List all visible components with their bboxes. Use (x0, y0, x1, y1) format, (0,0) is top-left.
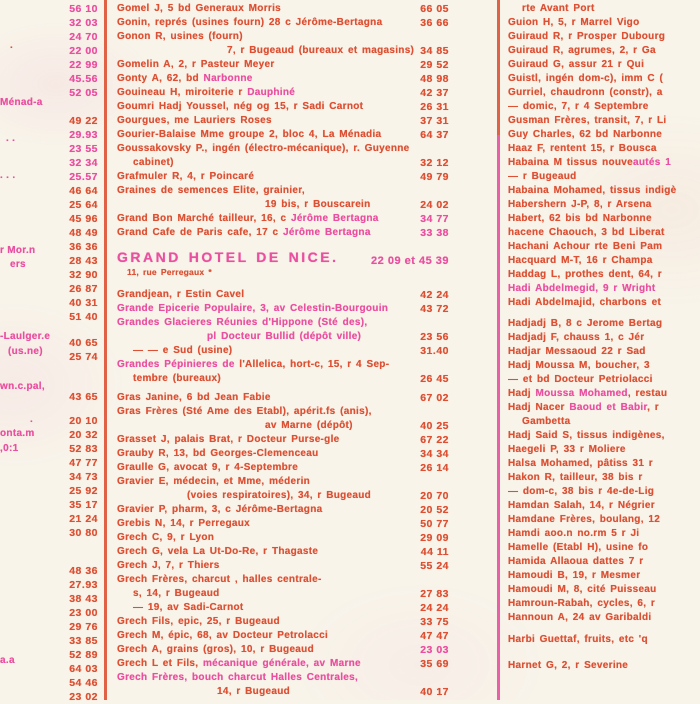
entry-phone-number: 35 69 (420, 658, 449, 670)
entry-row: Hadj Moussa M, boucher, 3 (508, 360, 650, 371)
entry-text: Gomelin A, 2, r Pasteur Meyer (117, 59, 275, 70)
entry-row (117, 358, 449, 372)
entry-text: Grebis N, 14, r Perregaux (117, 518, 251, 529)
entry-phone-number: 48 98 (420, 73, 449, 85)
entry-phone-number: 49 79 (420, 171, 449, 183)
phone-number: 29.93 (69, 129, 98, 141)
entry-phone-number: 34 85 (420, 45, 449, 57)
phone-number: 51 40 (69, 311, 98, 323)
entry-row: Halsa Mohamed, pâtiss 31 r (508, 458, 653, 469)
entry-row (117, 2, 449, 16)
entry-row (117, 517, 449, 531)
margin-fragment: (us.ne) (8, 346, 43, 357)
phone-number: 45.56 (69, 73, 98, 85)
entry-row (117, 72, 449, 86)
entry-text: Graulle G, avocat 9, r 4-Septembre (117, 462, 299, 473)
phone-number: 27.93 (69, 579, 98, 591)
entry-phone-number: 40 17 (420, 686, 449, 698)
entry-text: Gras Janine, 6 bd Jean Fabie (117, 392, 271, 403)
phone-number: 25 74 (69, 351, 98, 363)
entry-phone-number: 47 47 (420, 630, 449, 642)
entry-row (117, 601, 449, 615)
entry-row: Gambetta (522, 416, 571, 427)
phone-number: 22 00 (69, 45, 98, 57)
phone-number: 48 49 (69, 227, 98, 239)
entry-row: Haegeli P, 33 r Moliere (508, 444, 626, 455)
entry-row (117, 405, 449, 419)
entry-text: Grech C, 9, r Lyon (117, 532, 215, 543)
entry-row (117, 531, 449, 545)
entry-row (117, 184, 449, 198)
entry-row: Hadi Abdelmegid, 9 r Wright (508, 283, 656, 294)
entry-phone-number: 44 11 (420, 546, 449, 558)
entry-row (117, 643, 449, 657)
phone-number: 49 22 (69, 115, 98, 127)
entry-phone-number: 43 72 (420, 303, 449, 315)
entry-text: (voies respiratoires), 34, r Bugeaud (187, 490, 372, 501)
entry-row: Hamida Allaoua dattes 7 r (508, 556, 644, 567)
phone-number: 21 24 (69, 513, 98, 525)
entry-row: Hadjadj F, chauss 1, c Jér (508, 332, 645, 343)
entry-row (117, 447, 449, 461)
entry-row: Haaz F, rentent 15, r Bousca (508, 143, 657, 154)
margin-fragment: wn.c.pal, (0, 381, 45, 392)
entry-row (117, 114, 449, 128)
entry-text: Grech M, épic, 68, av Docteur Petrolacci (117, 630, 329, 641)
phone-number: 40 31 (69, 297, 98, 309)
entry-row: Guy Charles, 62 bd Narbonne (508, 129, 663, 140)
entry-phone-number: 23 56 (420, 331, 449, 343)
entry-phone-number: 42 37 (420, 87, 449, 99)
entry-row: Hannoun A, 24 av Garibaldi (508, 612, 652, 623)
phone-number: 33 85 (69, 635, 98, 647)
entry-row (117, 489, 449, 503)
entry-row: Harbi Guettaf, fruits, etc 'q (508, 634, 648, 645)
margin-fragment: r Mor.n (0, 245, 36, 256)
entry-text: Grech Fils, epic, 25, r Bugeaud (117, 616, 280, 627)
phone-number: 22 99 (69, 59, 98, 71)
margin-fragment: . . (6, 133, 16, 144)
phone-number: 43 65 (69, 391, 98, 403)
entry-phone-number: 20 52 (420, 504, 449, 516)
entry-row (117, 685, 449, 699)
entry-row: Hadj Said S, tissus indigènes, (508, 430, 665, 441)
entry-row (117, 156, 449, 170)
phone-number: 25.57 (69, 171, 98, 183)
phone-number: 34 73 (69, 471, 98, 483)
entry-row: Guistl, ingén dom-c), imm C ( (508, 73, 664, 84)
entry-row (117, 330, 449, 344)
margin-fragment: . (30, 414, 34, 425)
entry-row (117, 170, 449, 184)
entry-row: — dom-c, 38 bis r 4e-de-Lig (508, 486, 655, 497)
entry-row (117, 302, 449, 316)
entry-text: Grech J, 7, r Thiers (117, 560, 220, 571)
entry-text: — 19, av Sadi-Carnot (133, 602, 244, 613)
entry-text: Gourgues, me Lauriers Roses (117, 115, 272, 126)
entry-phone-number: 26 14 (420, 462, 449, 474)
entry-row (117, 545, 449, 559)
entry-row: Hakon R, tailleur, 38 bis r (508, 472, 643, 483)
entry-phone-number: 27 83 (420, 588, 449, 600)
entry-row (117, 16, 449, 30)
entry-row: rte Avant Port (522, 3, 595, 14)
phone-number: 36 36 (69, 241, 98, 253)
phone-number: 32 03 (69, 17, 98, 29)
entry-text: 19 bis, r Bouscarein (265, 199, 371, 210)
entry-phone-number: 23 03 (420, 644, 449, 656)
phone-number: 52 83 (69, 443, 98, 455)
entry-text: Graines de semences Elite, grainier, (117, 185, 305, 196)
entry-phone-number: 24 02 (420, 199, 449, 211)
entry-phone-number: 34 34 (420, 448, 449, 460)
phone-number: 52 89 (69, 649, 98, 661)
entry-row: Hadi Abdelmajid, charbons et (508, 297, 662, 308)
entry-row (117, 288, 449, 302)
margin-fragment: . . . (0, 170, 16, 181)
entry-row: Gusman Frères, transit, 7, r Li (508, 115, 667, 126)
entry-row: Hadj Nacer Baoud et Babir, r (508, 402, 659, 413)
entry-text: Grasset J, palais Brat, r Docteur Purse-gle (117, 434, 340, 445)
entry-row (117, 212, 449, 226)
entry-phone-number: 26 31 (420, 101, 449, 113)
entry-row (117, 587, 449, 601)
entry-text: Grech L et Fils, mécanique générale, av Marne (117, 658, 361, 669)
entry-row (117, 30, 449, 44)
entry-text: Grech A, grains (gros), 10, r Bugeaud (117, 644, 314, 655)
entry-row: Guion H, 5, r Marrel Vigo (508, 17, 640, 28)
entry-row (117, 475, 449, 489)
entry-text: Grafmuler R, 4, r Poincaré (117, 171, 255, 182)
entry-row (117, 265, 449, 279)
entry-text: Grandes Glacieres Réunies d'Hippone (Sté des), (117, 317, 368, 328)
column-rule-middle (497, 0, 500, 700)
phone-number: 48 36 (69, 565, 98, 577)
phone-number: 20 32 (69, 429, 98, 441)
entry-row: Hachani Achour rte Beni Pam (508, 241, 663, 252)
margin-fragment: ,0:1 (0, 443, 19, 454)
entry-text: Grandes Pépinieres de l'Allelica, hort-c, 15, r 4 Sep- (117, 359, 390, 370)
entry-text: Gravier P, pharm, 3, c Jérôme-Bertagna (117, 504, 323, 515)
entry-phone-number: 36 66 (420, 17, 449, 29)
entry-row: Harnet G, 2, r Severine (508, 660, 629, 671)
entry-row: hacene Chaouch, 3 bd Liberat (508, 227, 665, 238)
phone-number: 26 87 (69, 283, 98, 295)
entry-row (117, 615, 449, 629)
entry-phone-number: 34 77 (420, 213, 449, 225)
entry-phone-number: 24 24 (420, 602, 449, 614)
entry-row (117, 419, 449, 433)
entry-phone-number: 22 09 et 45 39 (371, 255, 449, 267)
right-entries-column (508, 2, 700, 673)
phone-number: 40 65 (69, 337, 98, 349)
phone-number: 25 92 (69, 485, 98, 497)
entry-row: Hadjadj B, 8 c Jerome Bertag (508, 318, 663, 329)
phone-number: 23 55 (69, 143, 98, 155)
phone-number: 23 02 (69, 691, 98, 703)
entry-row (117, 573, 449, 587)
entry-text: Gonon R, usines (fourn) (117, 31, 243, 42)
entry-row: — et bd Docteur Petriolacci (508, 374, 653, 385)
entry-row (117, 142, 449, 156)
entry-row (117, 372, 449, 386)
margin-fragment: ers (10, 259, 26, 270)
entry-row (117, 671, 449, 685)
entry-phone-number: 20 70 (420, 490, 449, 502)
entry-row (117, 344, 449, 358)
entry-row: Habert, 62 bis bd Narbonne (508, 213, 652, 224)
entry-row (117, 128, 449, 142)
entry-text: GRAND HOTEL DE NICE. (117, 249, 339, 265)
entry-row: Habaina Mohamed, tissus indigè (508, 185, 677, 196)
entry-row (117, 58, 449, 72)
entry-text: Gourier-Balaise Mme groupe 2, bloc 4, La Ménadia (117, 129, 382, 140)
phone-number: 20 10 (69, 415, 98, 427)
phone-number: 28 43 (69, 255, 98, 267)
phone-number: 30 80 (69, 527, 98, 539)
entry-text: 11, rue Perregaux * (127, 267, 212, 277)
entry-row: Hamoudi B, 19, r Mesmer (508, 570, 641, 581)
entry-row: Hacquard M-T, 16 r Champa (508, 255, 653, 266)
margin-fragment: onta.m (0, 428, 35, 439)
phone-number: 64 03 (69, 663, 98, 675)
entry-text: Gras Frères (Sté Ame des Etabl), apérit.fs (anis), (117, 406, 372, 417)
entry-row (117, 44, 449, 58)
entry-text: av Marne (dépôt) (265, 420, 353, 431)
margin-fragment: a.a (0, 655, 15, 666)
entry-phone-number: 67 22 (420, 434, 449, 446)
phone-number: 35 17 (69, 499, 98, 511)
phone-number: 29 76 (69, 621, 98, 633)
entry-text: cabinet) (133, 157, 174, 168)
entry-text: Grech G, vela La Ut-Do-Re, r Thagaste (117, 546, 319, 557)
entry-text: Grandjean, r Estin Cavel (117, 289, 245, 300)
margin-fragment: . (10, 40, 14, 51)
phone-number: 25 64 (69, 199, 98, 211)
entry-row: Haddag L, prothes dent, 64, r (508, 269, 662, 280)
entry-row: Hadjar Messaoud 22 r Sad (508, 346, 646, 357)
entry-row (117, 86, 449, 100)
entry-row: Habaina M tissus nouveautés 1 (508, 157, 672, 168)
phone-number: 47 77 (69, 457, 98, 469)
entry-phone-number: 50 77 (420, 518, 449, 530)
entry-phone-number: 55 24 (420, 560, 449, 572)
entry-row: Guiraud R, r Prosper Dubourg (508, 31, 666, 42)
phone-number: 38 43 (69, 593, 98, 605)
entry-phone-number: 33 75 (420, 616, 449, 628)
entry-text: — — e Sud (usine) (133, 345, 233, 356)
entry-text: Gonin, représ (usines fourn) 28 c Jérôme-Bertagna (117, 17, 383, 28)
entry-text: Grech Frères, bouch charcut Halles Centrales, (117, 672, 359, 683)
entry-row: Hamoudi M, 8, cité Puisseau (508, 584, 657, 595)
entry-phone-number: 37 31 (420, 115, 449, 127)
entry-text: Grech Frères, charcut , halles centrale- (117, 574, 322, 585)
hotel-header-row (117, 249, 449, 265)
entry-row (117, 461, 449, 475)
margin-fragment: -Laulger.e (0, 331, 51, 342)
entry-text: 14, r Bugeaud (217, 686, 291, 697)
entry-row: Hamroun-Rabah, cycles, 6, r (508, 598, 656, 609)
phone-number: 52 05 (69, 87, 98, 99)
entry-text: Gravier E, médecin, et Mme, méderin (117, 476, 311, 487)
entry-row (117, 198, 449, 212)
phone-number: 56 10 (69, 3, 98, 15)
entry-text: tembre (bureaux) (133, 373, 221, 384)
entry-row (117, 226, 449, 240)
entry-phone-number: 26 45 (420, 373, 449, 385)
entry-row (117, 316, 449, 330)
entry-row (117, 657, 449, 671)
entry-row (117, 391, 449, 405)
entry-row: Hadj Moussa Mohamed, restau (508, 388, 668, 399)
entry-phone-number: 31.40 (420, 345, 449, 357)
entry-phone-number: 29 09 (420, 532, 449, 544)
entry-row: Guiraud G, assur 21 r Qui (508, 59, 645, 70)
phone-number: 24 70 (69, 31, 98, 43)
entry-phone-number: 29 52 (420, 59, 449, 71)
entry-row: Hamdan Salah, 14, r Négrier (508, 500, 655, 511)
entry-text: Grand Cafe de Paris cafe, 17 c Jérôme Bertagna (117, 227, 371, 238)
entry-row: — r Bugeaud (508, 171, 577, 182)
entry-text: Gonty A, 62, bd Narbonne (117, 73, 253, 84)
entry-phone-number: 40 25 (420, 420, 449, 432)
entry-row: Guiraud R, agrumes, 2, r Ga (508, 45, 656, 56)
entry-text: Goumri Hadj Youssel, nég og 15, r Sadi Carnot (117, 101, 364, 112)
entry-phone-number: 33 38 (420, 227, 449, 239)
entry-text: 7, r Bugeaud (bureaux et magasins) (227, 45, 415, 56)
left-phone-number-column (38, 2, 98, 704)
entry-text: Grand Bon Marché tailleur, 16, c Jérôme Bertagna (117, 213, 379, 224)
entry-phone-number: 66 05 (420, 3, 449, 15)
entry-text: Gouineau H, miroiterie r Dauphiné (117, 87, 296, 98)
entry-row: Habershern J-P, 8, r Arsena (508, 199, 652, 210)
entry-text: s, 14, r Bugeaud (133, 588, 220, 599)
phone-number: 23 00 (69, 607, 98, 619)
entry-phone-number: 67 02 (420, 392, 449, 404)
entry-row (117, 503, 449, 517)
entry-row: — domic, 7, r 4 Septembre (508, 101, 649, 112)
main-entries-column (117, 2, 449, 699)
phone-number: 54 46 (69, 677, 98, 689)
entry-row: Hamdi aoo.n no.rm 5 r Ji (508, 528, 640, 539)
column-rule-left (104, 0, 107, 700)
entry-text: Gomel J, 5 bd Generaux Morris (117, 3, 282, 14)
entry-text: Goussakovsky P., ingén (électro-mécanique), r. Guyenne (117, 143, 410, 154)
entry-text: Grande Epicerie Populaire, 3, av Celestin-Bourgouin (117, 303, 389, 314)
entry-row: Hamdane Frères, boulang, 12 (508, 514, 661, 525)
entry-phone-number: 42 24 (420, 289, 449, 301)
entry-phone-number: 32 12 (420, 157, 449, 169)
margin-fragment: Ménad-a (0, 97, 43, 108)
entry-row (117, 629, 449, 643)
entry-row: Hamelle (Etabl H), usine fo (508, 542, 649, 553)
entry-row (117, 559, 449, 573)
phone-number: 32 34 (69, 157, 98, 169)
phone-number: 32 90 (69, 269, 98, 281)
entry-row (117, 100, 449, 114)
phone-number: 46 64 (69, 185, 98, 197)
entry-text: Grauby R, 13, bd Georges-Clemenceau (117, 448, 319, 459)
entry-row: Gurriel, chaudronn (constr), a (508, 87, 663, 98)
phone-number: 45 96 (69, 213, 98, 225)
entry-phone-number: 64 37 (420, 129, 449, 141)
entry-text: pl Docteur Bullid (dépôt ville) (207, 331, 362, 342)
entry-row (117, 433, 449, 447)
